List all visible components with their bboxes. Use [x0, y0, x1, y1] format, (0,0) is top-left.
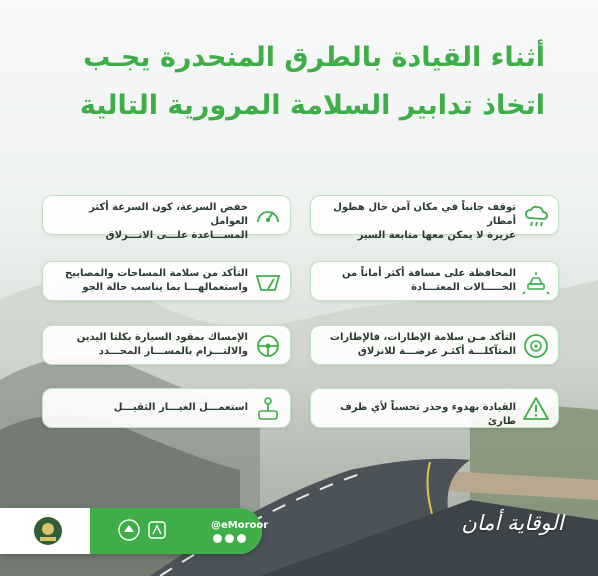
tip-text — [319, 331, 516, 359]
headline-line-1: أثناء القيادة بالطرق المنحدرة يجـب — [83, 42, 545, 73]
tip-text: استعمـــل الغيـــار الثقيـــل — [113, 402, 248, 413]
tip-text — [51, 201, 248, 243]
tip-line-2: المتآكلـــة أكثـر عرضـــة للانزلاق — [357, 346, 516, 357]
instagram-icon[interactable] — [225, 534, 234, 543]
tire-icon — [522, 332, 550, 360]
tip-text: القيادة بهدوء وحذر تحسباً لأي ظرف طارئ — [340, 402, 516, 427]
tip-card-tires — [310, 325, 559, 365]
ministry-logo-icon — [118, 519, 140, 541]
speedometer-icon — [254, 202, 282, 230]
tip-line-2: المســـاعدة علـــى الانـــزلاق — [105, 230, 248, 241]
tip-card-stop-rain — [310, 195, 559, 241]
tip-text — [319, 267, 516, 295]
directorate-logo-icon — [146, 519, 168, 541]
tip-line-1: المحافظة على مسافة أكثر أماناً من — [342, 268, 516, 279]
tip-text — [51, 331, 248, 359]
tip-card-safe-distance — [310, 261, 559, 301]
twitter-icon[interactable] — [213, 534, 222, 543]
tip-card-reduce-speed — [42, 195, 291, 241]
tip-card-low-gear — [42, 388, 291, 428]
gear-shift-icon — [254, 395, 282, 423]
tip-text — [319, 201, 516, 243]
tip-line-1: التأكد من سلامة المساحات والمصابيح — [65, 268, 248, 279]
warning-icon — [522, 395, 550, 423]
tip-line-2: غزيرة لا يمكن معها متابعة السير — [357, 230, 516, 241]
brand-logo-text: الوقاية أمان — [461, 511, 564, 535]
headline-line-2: اتخاذ تدابير السلامة المرورية التالية — [79, 90, 545, 121]
tip-line-1: الإمساك بمقود السيارة بكلتا اليدين — [76, 332, 248, 343]
footer-green-panel — [90, 508, 262, 554]
tip-card-steering — [42, 325, 291, 365]
tip-text — [51, 267, 248, 295]
youtube-icon[interactable] — [237, 534, 246, 543]
brand-logo — [455, 505, 570, 550]
tip-line-1: توقف جانباً في مكان آمن حال هطول أمطار — [333, 202, 516, 227]
social-handle[interactable]: @eMoroor — [211, 520, 269, 531]
tip-line-2: واستعمالهـــا بما يناسب حالة الجو — [82, 282, 248, 293]
tip-line-1: خفض السرعة، كون السرعة أكثر العوامل — [89, 202, 248, 227]
footer-bar — [0, 508, 269, 554]
tip-line-2: الحـــــالات المعتـــادة — [411, 282, 516, 293]
wiper-icon — [254, 268, 282, 296]
tip-card-drive-carefully — [310, 388, 559, 428]
rain-cloud-icon — [522, 202, 550, 230]
tip-line-2: والالتـــزام بالمســـار المحـــدد — [98, 346, 248, 357]
traffic-police-emblem-icon — [32, 515, 64, 547]
car-distance-icon — [522, 268, 550, 296]
tip-card-wipers-lights — [42, 261, 291, 301]
steering-wheel-icon — [254, 332, 282, 360]
tip-line-1: التأكد مـن سلامة الإطارات، فالإطارات — [329, 332, 516, 343]
